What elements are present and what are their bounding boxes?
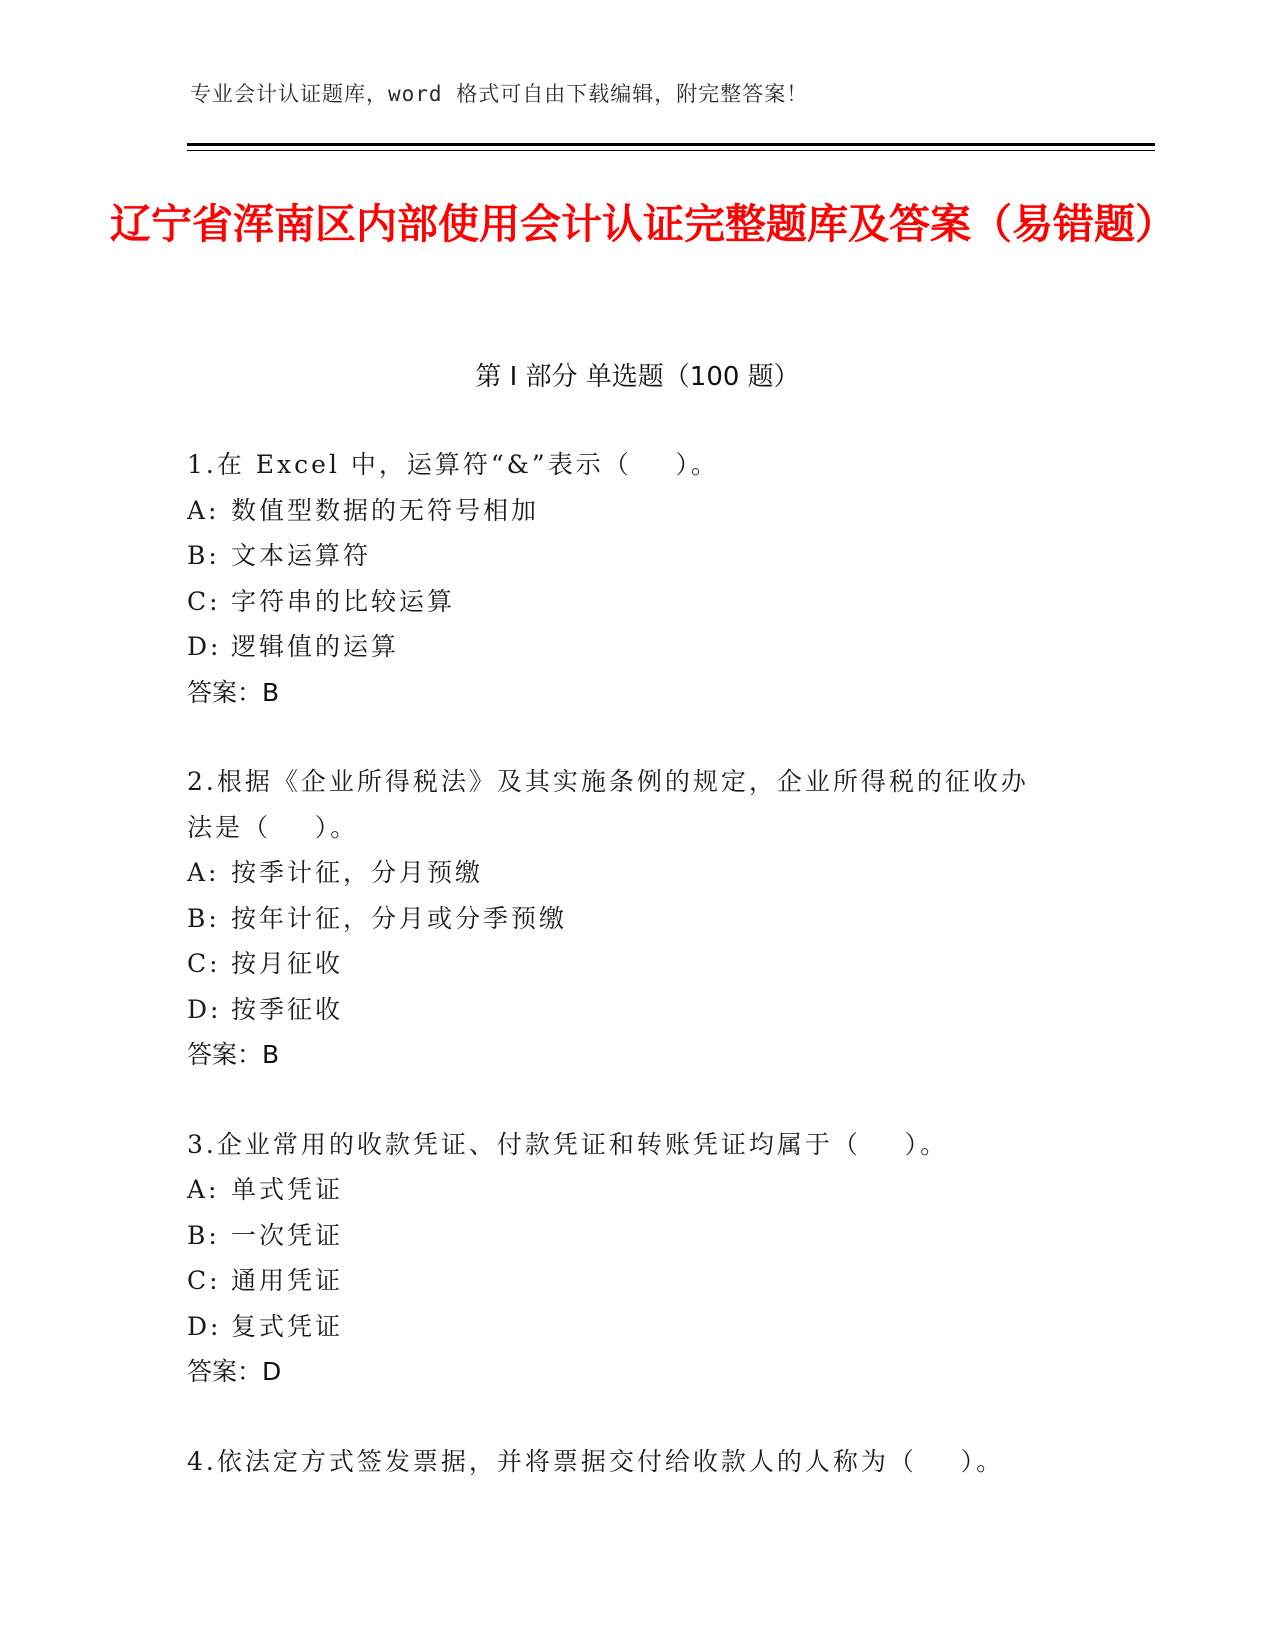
option-letter: B:: [187, 1220, 220, 1250]
option-text: 按季计征，分月预缴: [231, 858, 484, 887]
answer-label: 答案：: [187, 677, 263, 707]
question-list: [187, 442, 1087, 1528]
option-letter: D:: [187, 1311, 222, 1341]
option-c: [187, 941, 1087, 987]
option-letter: A:: [187, 1175, 220, 1204]
document-title: 辽宁省浑南区内部使用会计认证完整题库及答案（易错题）: [110, 200, 1176, 248]
option-a: [187, 1167, 1087, 1213]
answer-value: D: [262, 1357, 282, 1386]
option-text: 通用凭证: [231, 1266, 344, 1295]
option-c: [187, 579, 1087, 625]
answer-label: 答案：: [187, 1040, 263, 1069]
option-text: 数值型数据的无符号相加: [231, 495, 540, 525]
answer-value: B: [262, 677, 280, 707]
option-letter: C:: [187, 586, 221, 616]
question-stem: 3.企业常用的收款凭证、付款凭证和转账凭证均属于（ ）。: [187, 1129, 949, 1159]
option-text: 一次凭证: [231, 1220, 344, 1250]
question-stem-continued: 法是（ ）。: [187, 812, 359, 842]
option-letter: C:: [187, 1266, 221, 1295]
option-letter: A:: [187, 495, 220, 525]
question-2: [187, 759, 1087, 1078]
option-letter: D:: [187, 632, 222, 661]
option-letter: D:: [187, 994, 222, 1024]
option-a: [187, 488, 1087, 534]
section-heading: 第 I 部分 单选题（100 题）: [475, 362, 800, 392]
question-stem: 1.在 Excel 中，运算符“&”表示（ ）。: [187, 450, 719, 479]
option-b: [187, 1213, 1087, 1259]
answer-line: [187, 1032, 1087, 1078]
question-1: [187, 442, 1087, 715]
header-divider-thin: [187, 150, 1155, 151]
option-text: 单式凭证: [231, 1175, 344, 1204]
option-text: 复式凭证: [231, 1311, 344, 1341]
answer-line: [187, 670, 1087, 716]
option-c: [187, 1258, 1087, 1304]
option-letter: A:: [187, 858, 220, 887]
option-text: 逻辑值的运算: [231, 632, 400, 661]
question-3: [187, 1122, 1087, 1395]
option-text: 按年计征，分月或分季预缴: [231, 903, 568, 933]
option-a: [187, 850, 1087, 896]
answer-label: 答案：: [187, 1357, 263, 1386]
question-4: [187, 1439, 1087, 1485]
option-d: [187, 987, 1087, 1033]
option-d: [187, 624, 1087, 670]
option-text: 文本运算符: [231, 541, 372, 570]
option-b: [187, 896, 1087, 942]
answer-line: [187, 1349, 1087, 1395]
option-letter: B:: [187, 903, 220, 933]
option-b: [187, 533, 1087, 579]
option-text: 字符串的比较运算: [231, 586, 456, 616]
option-d: [187, 1304, 1087, 1350]
option-text: 按季征收: [231, 994, 344, 1024]
option-text: 按月征收: [231, 949, 344, 978]
header-divider-thick: [187, 143, 1155, 146]
option-letter: B:: [187, 541, 220, 570]
question-stem: 4.依法定方式签发票据，并将票据交付给收款人的人称为（ ）。: [187, 1446, 1005, 1476]
option-letter: C:: [187, 949, 221, 978]
question-stem: 2.根据《企业所得税法》及其实施条例的规定，企业所得税的征收办: [187, 767, 1029, 796]
answer-value: B: [262, 1040, 280, 1069]
header-note: 专业会计认证题库，word 格式可自由下载编辑，附完整答案！: [190, 82, 809, 106]
